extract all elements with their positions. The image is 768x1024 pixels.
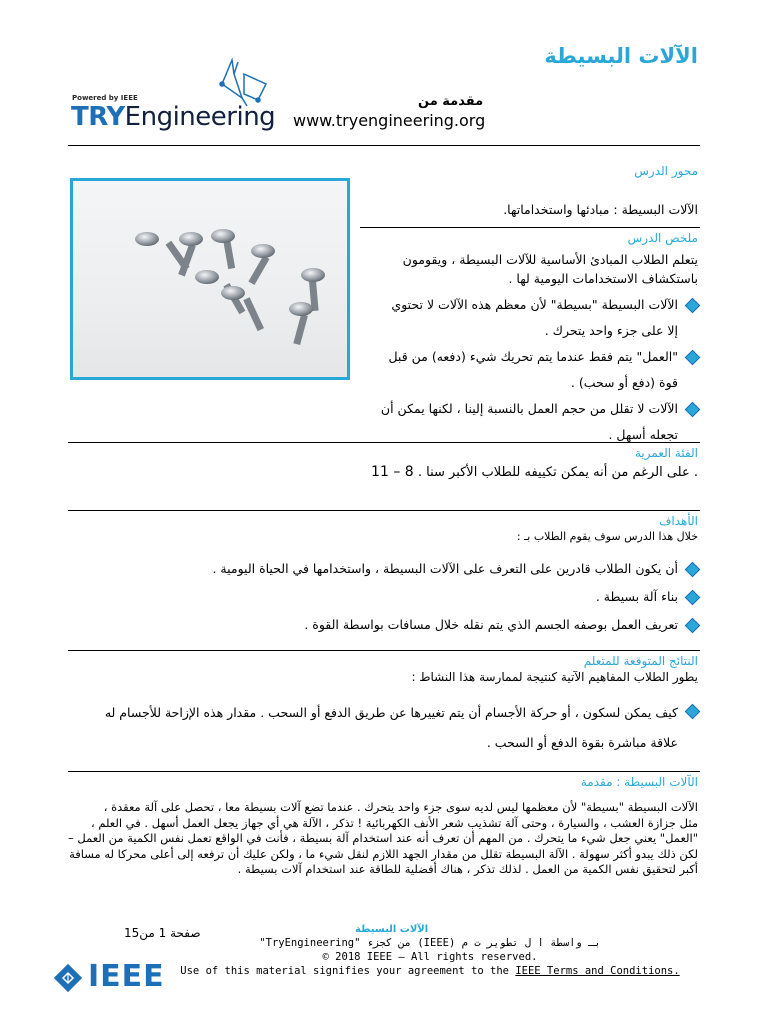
- introduction-line: مثل جزازة العشب ، والسيارة ، وحتى آلة تشذيب شعر الأنف الكهربائية ! تذكر ، الآلة هي أي جهاز يجعل العمل أسهل . في العلم ،: [90, 815, 698, 830]
- footer-copyright: © 2018 IEEE – All rights reserved.: [322, 951, 538, 963]
- summary-intro-line-1: يتعلم الطلاب المبادئ الأساسية للآلات البسيطة ، ويقومون: [402, 252, 698, 267]
- terms-prefix: Use of this material signifies your agreement to the: [180, 965, 516, 977]
- diamond-bullet-icon: [685, 350, 701, 366]
- ieee-wordmark: IEEE: [88, 959, 165, 994]
- introduction-heading: الآلات البسيطة : مقدمة: [580, 775, 698, 789]
- footer-credit: "TryEngineering" من كجزء (IEEE) بـ واسطة ا ل تطوير ت م: [259, 937, 601, 949]
- screw-2: [178, 232, 203, 276]
- screws-photo: [70, 178, 350, 380]
- list-item: بناء آلة بسيطة .: [138, 584, 698, 610]
- list-item: أن يكون الطلاب قادرين على التعرف على الآلات البسيطة ، واستخدامها في الحياة اليومية .: [138, 556, 698, 582]
- list-item: الآلات لا تقلل من حجم العمل بالنسبة إلينا ، لكنها يمكن أن تجعله أسهل .: [378, 396, 698, 448]
- outcomes-heading: النتائج المتوقعة للمتعلم: [583, 654, 698, 668]
- diamond-bullet-icon: [685, 402, 701, 418]
- list-item: الآلات البسيطة "بسيطة" لأن معظم هذه الآلات لا تحتوي إلا على جزء واحد يتحرك .: [378, 292, 698, 344]
- introduction-body: [58, 800, 698, 878]
- list-item: كيف يمكن لسكون ، أو حركة الأجسام أن يتم تغييرها عن طريق الدفع أو السحب . مقدار هذه الإزاحة للأجسام له علاقة مباشرة بقوة الدفع أو السحب .: [88, 698, 698, 758]
- outcomes-bullets: [88, 698, 698, 758]
- logo-engineering: Engineering: [124, 102, 276, 132]
- page-number: صفحة 1 من15: [124, 926, 201, 940]
- divider: [68, 442, 700, 443]
- focus-text: الآلات البسيطة : مبادئها واستخداماتها.: [503, 202, 698, 217]
- summary-intro: [368, 250, 698, 288]
- powered-by-label: Powered by IEEE: [72, 94, 138, 102]
- screw-4: [248, 244, 275, 285]
- diamond-bullet-icon: [685, 704, 701, 720]
- diamond-bullet-icon: [685, 590, 701, 606]
- age-line: [371, 464, 698, 480]
- summary-heading: ملخص الدرس: [627, 231, 698, 245]
- footer-title: الآلات البسيطة: [355, 924, 429, 935]
- goals-heading: الأهداف: [658, 514, 698, 528]
- summary-bullets: [378, 292, 698, 448]
- diamond-bullet-icon: [685, 298, 701, 314]
- footer-terms: [160, 965, 700, 977]
- age-heading: الفئة العمرية: [634, 446, 698, 460]
- tryengineering-wordmark: [71, 102, 275, 132]
- diamond-bullet-icon: [685, 618, 701, 634]
- circuit-butterfly-icon: [220, 60, 266, 106]
- introduction-line: "العمل" يعني جعل شيء ما يتحرك . من المهم أن تعرف أنه عند استخدام آلة بسيطة ، فأنت في الواقع تعمل نفس الكمية من العمل –: [67, 831, 698, 845]
- divider: [360, 227, 700, 228]
- screw-8: [289, 302, 313, 345]
- outcomes-intro: يطور الطلاب المفاهيم الآتية كنتيجة لممارسة هذا النشاط :: [411, 670, 698, 684]
- introduction-line: الآلات البسيطة "بسيطة" لأن معظمها ليس لديه سوى جزء واحد يتحرك . عندما تضع آلات بسيطة معا ، تحصل على آلة معقدة ،: [103, 800, 698, 814]
- page-title: الآلات البسيطة: [544, 44, 698, 68]
- terms-link[interactable]: IEEE Terms and Conditions.: [515, 965, 680, 977]
- divider: [68, 771, 700, 772]
- screws-illustration: [73, 181, 347, 377]
- goals-intro: خلال هذا الدرس سوف يقوم الطلاب بـ :: [516, 530, 698, 543]
- intro-label: مقدمة من: [418, 94, 484, 109]
- age-range: 8 – 11: [371, 464, 414, 480]
- age-note: . على الرغم من أنه يمكن تكييفه للطلاب الأكبر سنا .: [417, 465, 698, 480]
- goals-bullets: [138, 556, 698, 638]
- introduction-line: أكبر لتحقيق نفس الكمية من العمل . لذلك تذكر ، هناك أفضلية للطاقة عند استخدام آلات بسيطة .: [237, 862, 698, 876]
- ieee-diamond-icon: [52, 962, 84, 994]
- divider: [68, 650, 700, 651]
- diamond-bullet-icon: [685, 562, 701, 578]
- divider: [68, 510, 700, 511]
- list-item: "العمل" يتم فقط عندما يتم تحريك شيء (دفعه) من قبل قوة (دفع أو سحب) .: [378, 344, 698, 396]
- list-item: تعريف العمل بوصفه الجسم الذي يتم نقله خلال مسافات بواسطة القوة .: [138, 612, 698, 638]
- introduction-line: لكن ذلك يبدو أكثر سهولة . الآلة البسيطة تقلل من مقدار الجهد اللازم لنقل شيء ما ، ولكن عليك أن ترفعه إلى أعلى محركا له مسافة: [69, 846, 698, 861]
- logo-try: TRY: [71, 102, 125, 132]
- divider: [68, 145, 700, 146]
- website-link[interactable]: www.tryengineering.org: [293, 111, 486, 130]
- screw-3: [211, 229, 235, 269]
- summary-intro-line-2: باستكشاف الاستخدامات اليومية لها .: [508, 271, 698, 286]
- focus-heading: محور الدرس: [634, 164, 698, 178]
